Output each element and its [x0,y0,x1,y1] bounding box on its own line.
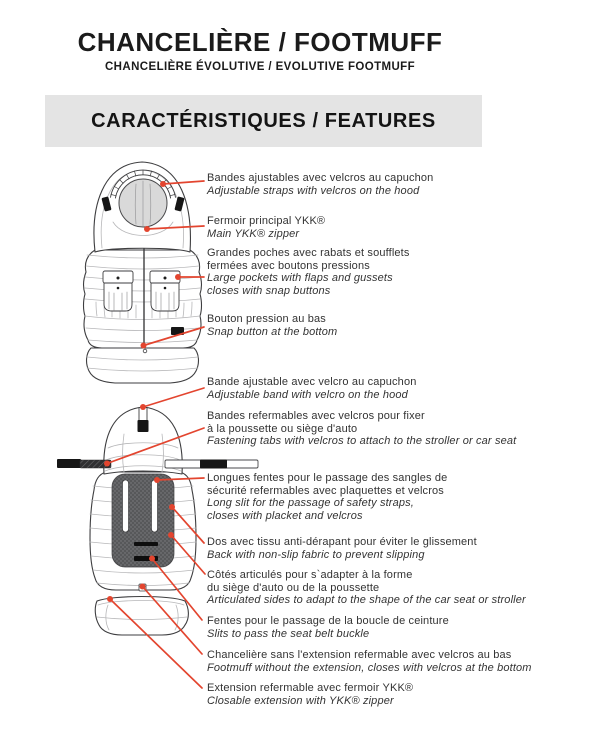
feature-text-fr: Grandes poches avec rabats et soufflets [207,247,410,259]
feature-text-en: Adjustable straps with velcros on the hood [207,184,420,197]
feature-non-slip-back [207,536,477,561]
footmuff-front-diagram [84,162,202,383]
page-title: CHANCELIÈRE / FOOTMUFF [77,27,443,57]
feature-text-fr: Fentes pour le passage de la boucle de ceinture [207,615,449,627]
feature-main-zipper [207,215,325,240]
belt-buckle-slit-top [134,542,158,546]
front-hood [94,162,190,252]
safety-strap-slit-right [152,480,158,532]
feature-safety-slits [207,472,447,522]
feature-text-en: Slits to pass the seat belt buckle [207,627,370,640]
feature-text-fr: à la poussette ou siège d'auto [207,422,358,435]
feature-text-fr: Bandes refermables avec velcros pour fixer [207,410,425,422]
pocket-snap-dot [164,277,167,280]
bottom-extension-front [87,348,199,383]
feature-text-fr: Bouton pression au bas [207,313,326,325]
safety-strap-slit-left [123,480,129,532]
feature-text-en: Main YKK® zipper [207,227,300,240]
feature-text-fr: Chancelière sans l'extension refermable avec velcros au bas [207,649,512,661]
feature-text-fr: Bande ajustable avec velcro au capuchon [207,376,417,388]
left-fastening-strap [57,459,111,468]
pocket-snap-dot [117,277,120,280]
feature-text-fr: Bandes ajustables avec velcros au capuchon [207,172,434,184]
feature-text-fr: Extension refermable avec fermoir YKK® [207,682,414,694]
feature-text-fr: du siège d'auto ou de la poussette [207,581,380,594]
feature-text-en: Large pockets with flaps and gussets [207,272,393,285]
feature-text-fr: Côtés articulés pour s`adapter à la forme [207,569,413,581]
section-banner-label: CARACTÉRISTIQUES / FEATURES [91,109,436,132]
callout-hood-band [140,388,204,410]
feature-text-en: Back with non-slip fabric to prevent slipping [207,548,425,561]
feature-closable-extension [207,682,413,707]
feature-hood-band [207,376,417,401]
feature-text-fr: Fermoir principal YKK® [207,215,326,227]
feature-text-en: Fastening tabs with velcros to attach to the stroller or car seat [207,435,517,448]
feature-text-en: closes with snap buttons [207,284,331,297]
right-fastening-strap [165,460,258,469]
feature-text-en: Snap button at the bottom [207,325,338,338]
feature-text-en: Articulated sides to adapt to the shape of the car seat or stroller [207,594,526,607]
page-subtitle: CHANCELIÈRE ÉVOLUTIVE / EVOLUTIVE FOOTMUFF [104,61,416,73]
feature-text-en: closes with placket and velcros [207,509,363,522]
feature-fastening-tabs [207,410,516,448]
feature-text-en: Footmuff without the extension, closes with velcros at the bottom [207,661,532,674]
feature-articulated-sides [207,569,526,607]
feature-text-fr: Longues fentes pour le passage des sangles de [207,472,448,484]
feature-text-fr: Dos avec tissu anti-dérapant pour éviter le glissement [207,536,477,548]
feature-text-en: Long slit for the passage of safety straps, [207,497,415,510]
feature-footmuff-without-extension [207,649,532,674]
feature-text-fr: fermées avec boutons pressions [207,259,370,272]
feature-hood-straps [207,172,433,197]
feature-text-fr: sécurité refermables avec plaquettes et velcros [207,484,444,497]
feature-pockets [207,247,410,297]
left-pocket [103,271,133,311]
feature-belt-buckle-slits [207,615,449,640]
feature-bottom-snap [207,313,337,338]
feature-text-en: Adjustable band with velcro on the hood [207,388,408,401]
anti-slip-panel [112,474,174,567]
feature-text-en: Closable extension with YKK® zipper [207,694,394,707]
